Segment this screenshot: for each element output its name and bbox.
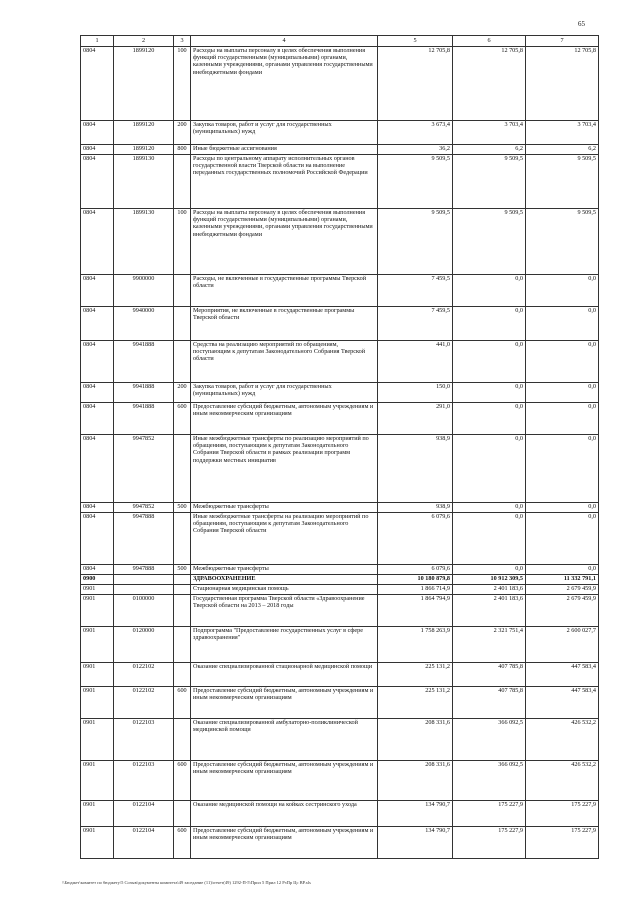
amount-year-3-cell: 0,0 [526,513,599,565]
col-header-1: 1 [81,36,114,47]
section-code-cell: 0900 [81,575,114,585]
target-code-cell: 1899120 [114,145,174,155]
amount-year-2-cell: 12 705,8 [453,47,526,121]
amount-year-3-cell: 2 679 459,9 [526,595,599,627]
amount-year-2-cell: 0,0 [453,565,526,575]
expense-type-cell: 500 [174,565,191,575]
amount-year-2-cell: 2 401 183,6 [453,595,526,627]
table-row [81,565,599,575]
section-code-cell: 0804 [81,435,114,503]
expense-type-cell [174,435,191,503]
section-code-cell: 0804 [81,121,114,145]
table-row [81,687,599,719]
target-code-cell: 9941888 [114,341,174,383]
amount-year-3-cell: 447 583,4 [526,687,599,719]
amount-year-2-cell: 0,0 [453,403,526,435]
target-code-cell: 1899130 [114,155,174,209]
table-row [81,575,599,585]
description-cell: Межбюджетные трансферты [191,565,378,575]
expense-type-cell: 500 [174,503,191,513]
amount-year-2-cell: 0,0 [453,435,526,503]
amount-year-2-cell: 407 785,8 [453,663,526,687]
amount-year-1-cell: 3 673,4 [378,121,453,145]
amount-year-3-cell: 0,0 [526,307,599,341]
amount-year-1-cell: 134 790,7 [378,827,453,859]
page-number: 65 [578,20,585,28]
expense-type-cell: 100 [174,209,191,275]
section-code-cell: 0901 [81,627,114,663]
expense-type-cell [174,275,191,307]
amount-year-3-cell: 9 509,5 [526,155,599,209]
description-cell: Предоставление субсидий бюджетным, автономным учреждениям и иным некоммерческим организациям [191,761,378,801]
table-row [81,155,599,209]
amount-year-3-cell: 0,0 [526,435,599,503]
description-cell: Закупка товаров, работ и услуг для государственных (муниципальных) нужд [191,383,378,403]
target-code-cell: 0122102 [114,663,174,687]
section-code-cell: 0804 [81,209,114,275]
target-code-cell: 9947888 [114,565,174,575]
target-code-cell: 0100000 [114,595,174,627]
table-row [81,209,599,275]
target-code-cell: 9947852 [114,503,174,513]
amount-year-2-cell: 366 092,5 [453,761,526,801]
target-code-cell: 9947888 [114,513,174,565]
amount-year-2-cell: 2 401 183,6 [453,585,526,595]
amount-year-1-cell: 9 509,5 [378,155,453,209]
amount-year-2-cell: 6,2 [453,145,526,155]
table-header-row [81,36,599,47]
amount-year-3-cell: 426 532,2 [526,719,599,761]
col-header-4: 4 [191,36,378,47]
target-code-cell [114,575,174,585]
amount-year-2-cell: 0,0 [453,275,526,307]
amount-year-1-cell: 7 459,5 [378,275,453,307]
amount-year-3-cell: 0,0 [526,503,599,513]
expense-type-cell: 800 [174,145,191,155]
table-row [81,341,599,383]
description-cell: Иные бюджетные ассигнования [191,145,378,155]
amount-year-1-cell: 208 331,6 [378,761,453,801]
description-cell: Расходы на выплаты персоналу в целях обеспечения выполнения функций государственными (муниципальными) органами, казенными учреждениями, органами управления государственными внебюджетными фондами [191,47,378,121]
amount-year-2-cell: 175 227,9 [453,801,526,827]
description-cell: Расходы на выплаты персоналу в целях обеспечения выполнения функций государственными (муниципальными) органами, казенными учреждениями, органами управления государственными внебюджетными фондами [191,209,378,275]
target-code-cell: 1899130 [114,209,174,275]
expense-type-cell [174,341,191,383]
table-row [81,121,599,145]
section-code-cell: 0804 [81,341,114,383]
target-code-cell: 0122103 [114,719,174,761]
table-row [81,503,599,513]
target-code-cell: 0122103 [114,761,174,801]
amount-year-3-cell: 0,0 [526,565,599,575]
table-row [81,145,599,155]
amount-year-2-cell: 9 509,5 [453,155,526,209]
description-cell: Оказание медицинской помощи на койках сестринского ухода [191,801,378,827]
budget-table [80,35,599,859]
expense-type-cell [174,719,191,761]
table-row [81,761,599,801]
amount-year-2-cell: 3 703,4 [453,121,526,145]
description-cell: Иные межбюджетные трансферты по реализацию мероприятий по обращениям, поступающим к депутатам Законодательного Собрания Тверской области в рамках реализации программ поддержки местных инициатив [191,435,378,503]
target-code-cell: 9940000 [114,307,174,341]
amount-year-3-cell: 0,0 [526,341,599,383]
amount-year-1-cell: 1 864 794,9 [378,595,453,627]
amount-year-3-cell: 2 600 027,7 [526,627,599,663]
section-code-cell: 0901 [81,827,114,859]
expense-type-cell [174,513,191,565]
table-row [81,663,599,687]
amount-year-1-cell: 10 180 879,8 [378,575,453,585]
col-header-3: 3 [174,36,191,47]
expense-type-cell [174,585,191,595]
amount-year-1-cell: 6 079,6 [378,513,453,565]
section-code-cell: 0804 [81,383,114,403]
section-code-cell: 0901 [81,585,114,595]
target-code-cell: 0122102 [114,687,174,719]
table-row [81,595,599,627]
amount-year-3-cell: 447 583,4 [526,663,599,687]
section-code-cell: 0804 [81,503,114,513]
amount-year-3-cell: 175 227,9 [526,801,599,827]
description-cell: Оказание специализированной амбулаторно-поликлинической медицинской помощи [191,719,378,761]
amount-year-2-cell: 9 509,5 [453,209,526,275]
amount-year-1-cell: 1 758 263,9 [378,627,453,663]
amount-year-3-cell: 2 679 459,9 [526,585,599,595]
description-cell: Средства на реализацию мероприятий по обращениям, поступающим к депутатам Законодательного Собрания Тверской области [191,341,378,383]
expense-type-cell [174,627,191,663]
table-row [81,307,599,341]
section-code-cell: 0804 [81,513,114,565]
amount-year-2-cell: 0,0 [453,503,526,513]
amount-year-1-cell: 441,0 [378,341,453,383]
section-code-cell: 0901 [81,801,114,827]
amount-year-3-cell: 11 332 791,1 [526,575,599,585]
amount-year-1-cell: 9 509,5 [378,209,453,275]
description-cell: Мероприятия, не включенные в государственные программы Тверской области [191,307,378,341]
amount-year-1-cell: 938,9 [378,435,453,503]
expense-type-cell [174,155,191,209]
description-cell: Предоставление субсидий бюджетным, автономным учреждениям и иным некоммерческим организациям [191,687,378,719]
table-row [81,827,599,859]
expense-type-cell: 600 [174,761,191,801]
section-code-cell: 0901 [81,595,114,627]
description-cell: Расходы по центральному аппарату исполнительных органов государственной власти Тверской области на выполнение переданных государственных полномочий Российской Федерации [191,155,378,209]
description-cell: Иные межбюджетные трансферты на реализацию мероприятий по обращениям, поступающим к депутатам Законодательного Собрания Тверской области [191,513,378,565]
expense-type-cell: 600 [174,403,191,435]
amount-year-1-cell: 1 866 714,9 [378,585,453,595]
amount-year-2-cell: 407 785,8 [453,687,526,719]
description-cell: Предоставление субсидий бюджетным, автономным учреждениям и иным некоммерческим организациям [191,827,378,859]
amount-year-3-cell: 0,0 [526,383,599,403]
section-code-cell: 0901 [81,761,114,801]
table-row [81,585,599,595]
target-code-cell: 1899120 [114,121,174,145]
section-code-cell: 0804 [81,275,114,307]
section-code-cell: 0901 [81,719,114,761]
section-code-cell: 0804 [81,307,114,341]
table-row [81,801,599,827]
col-header-6: 6 [453,36,526,47]
table-row [81,403,599,435]
target-code-cell: 0120000 [114,627,174,663]
amount-year-2-cell: 0,0 [453,513,526,565]
amount-year-1-cell: 134 790,7 [378,801,453,827]
description-cell: ЗДРАВООХРАНЕНИЕ [191,575,378,585]
amount-year-1-cell: 208 331,6 [378,719,453,761]
expense-type-cell [174,595,191,627]
table-row [81,719,599,761]
section-code-cell: 0804 [81,403,114,435]
amount-year-1-cell: 938,9 [378,503,453,513]
amount-year-1-cell: 7 459,5 [378,307,453,341]
target-code-cell: 9941888 [114,403,174,435]
table-row [81,513,599,565]
amount-year-1-cell: 6 079,6 [378,565,453,575]
amount-year-2-cell: 2 321 751,4 [453,627,526,663]
amount-year-2-cell: 175 227,9 [453,827,526,859]
section-code-cell: 0804 [81,47,114,121]
col-header-5: 5 [378,36,453,47]
section-code-cell: 0901 [81,663,114,687]
amount-year-1-cell: 225 131,2 [378,687,453,719]
amount-year-1-cell: 12 705,8 [378,47,453,121]
table-row [81,435,599,503]
amount-year-1-cell: 291,0 [378,403,453,435]
expense-type-cell: 200 [174,383,191,403]
description-cell: Государственная программа Тверской области «Здравоохранение Тверской области на 2013 – 2018 годы [191,595,378,627]
section-code-cell: 0804 [81,155,114,209]
expense-type-cell [174,575,191,585]
description-cell: Предоставление субсидий бюджетным, автономным учреждениям и иным некоммерческим организациям [191,403,378,435]
target-code-cell: 0122104 [114,801,174,827]
amount-year-1-cell: 36,2 [378,145,453,155]
description-cell: Расходы, не включенные в государственные программы Тверской области [191,275,378,307]
amount-year-3-cell: 12 705,8 [526,47,599,121]
amount-year-1-cell: 225 131,2 [378,663,453,687]
target-code-cell: 9947852 [114,435,174,503]
section-code-cell: 0804 [81,145,114,155]
amount-year-3-cell: 426 532,2 [526,761,599,801]
amount-year-2-cell: 10 912 309,5 [453,575,526,585]
table-row [81,383,599,403]
description-cell: Стационарная медицинская помощь [191,585,378,595]
file-path-footer: \\Бюджет\комитет по бюджету\5 Созыв\документы комитета\49 заседание (11)\отчет(49) 1292-П-5\Прил 5 Прил 12 РзПр Цс ВР.xls [62,880,311,885]
amount-year-2-cell: 0,0 [453,307,526,341]
description-cell: Подпрограмма "Предоставление государственных услуг в сфере здравоохранения" [191,627,378,663]
expense-type-cell [174,307,191,341]
expense-type-cell: 100 [174,47,191,121]
section-code-cell: 0804 [81,565,114,575]
amount-year-3-cell: 0,0 [526,275,599,307]
amount-year-2-cell: 0,0 [453,341,526,383]
description-cell: Закупка товаров, работ и услуг для государственных (муниципальных) нужд [191,121,378,145]
target-code-cell: 9941888 [114,383,174,403]
section-code-cell: 0901 [81,687,114,719]
description-cell: Оказание специализированной стационарной медицинской помощи [191,663,378,687]
col-header-2: 2 [114,36,174,47]
table-row [81,47,599,121]
amount-year-3-cell: 3 703,4 [526,121,599,145]
amount-year-3-cell: 6,2 [526,145,599,155]
amount-year-3-cell: 9 509,5 [526,209,599,275]
table-row [81,275,599,307]
expense-type-cell: 600 [174,827,191,859]
expense-type-cell: 200 [174,121,191,145]
col-header-7: 7 [526,36,599,47]
description-cell: Межбюджетные трансферты [191,503,378,513]
table-row [81,627,599,663]
expense-type-cell [174,663,191,687]
amount-year-3-cell: 0,0 [526,403,599,435]
amount-year-3-cell: 175 227,9 [526,827,599,859]
amount-year-2-cell: 0,0 [453,383,526,403]
target-code-cell: 9900000 [114,275,174,307]
amount-year-1-cell: 150,0 [378,383,453,403]
amount-year-2-cell: 366 092,5 [453,719,526,761]
expense-type-cell: 600 [174,687,191,719]
expense-type-cell [174,801,191,827]
target-code-cell [114,585,174,595]
target-code-cell: 0122104 [114,827,174,859]
target-code-cell: 1899120 [114,47,174,121]
